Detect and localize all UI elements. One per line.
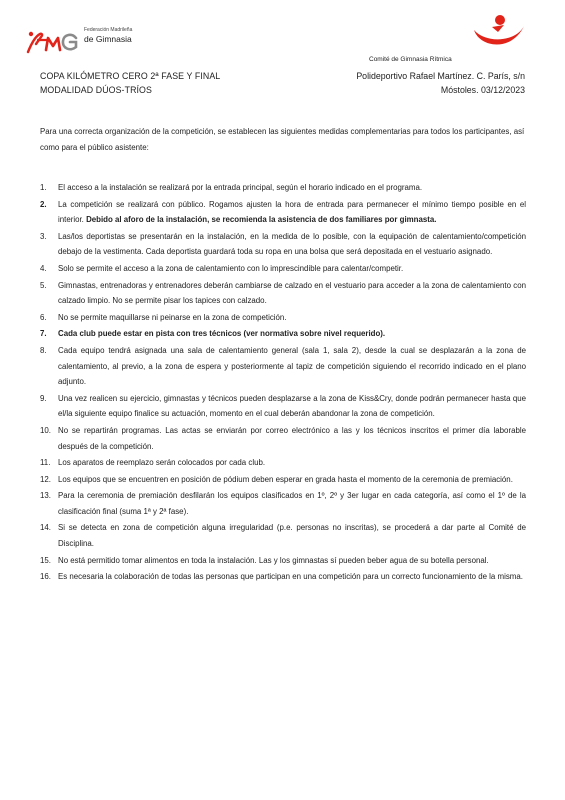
rule-text: Para la ceremonia de premiación desfilarán los equipos clasificados en 1º, 2º y 3er lugar en cada categoría, así como el 1º de la clasificación final (suma 1ª y 2ª fase). bbox=[58, 491, 526, 516]
rule-item bbox=[40, 553, 526, 569]
intro-paragraph: Para una correcta organización de la competición, se establecen las siguientes medidas complementarias para todos los participantes, así como para el público asistente: bbox=[40, 127, 525, 152]
federation-logo bbox=[26, 24, 176, 58]
rule-bold-text: Cada club puede estar en pista con tres técnicos (ver normativa sobre nivel requerido). bbox=[58, 329, 386, 339]
federation-small-text: Federación Madrileña bbox=[84, 27, 133, 33]
rules-list bbox=[40, 180, 526, 586]
rule-number: 13. bbox=[40, 491, 51, 501]
rule-text: Solo se permite el acceso a la zona de calentamiento con lo imprescindible para calentar/competir. bbox=[58, 263, 404, 273]
rule-text: Es necesaria la colaboración de todas las personas que participan en una competición para un correcto funcionamiento de la misma. bbox=[58, 572, 523, 582]
rule-number: 10. bbox=[40, 425, 51, 435]
rule-text: Cada equipo tendrá asignada una sala de calentamiento general (sala 1, sala 2), desde la cual se desplazarán a la zona de calentamiento, al previo, a la zona de espera y posteriormente al tapiz de competición siguiendo el recorrido indicado en el plano adjunto. bbox=[58, 345, 526, 387]
rule-item bbox=[40, 278, 526, 309]
event-title bbox=[40, 70, 220, 97]
rule-item bbox=[40, 180, 526, 196]
rule-number: 1. bbox=[40, 183, 47, 192]
committee-label: Comité de Gimnasia Rítmica bbox=[369, 56, 452, 63]
fmg-logo-icon bbox=[26, 26, 82, 56]
rule-item bbox=[40, 229, 526, 260]
rule-number: 8. bbox=[40, 345, 47, 355]
event-title-line1: COPA KILÓMETRO CERO 2ª FASE Y FINAL bbox=[40, 71, 221, 81]
rule-item bbox=[40, 261, 526, 277]
rule-number: 7. bbox=[40, 329, 47, 339]
rule-text: Los aparatos de reemplazo serán colocados por cada club. bbox=[58, 458, 266, 468]
rule-text: Si se detecta en zona de competición alguna irregularidad (p.e. personas no inscritas), se procederá a dar parte al Comité de Disciplina. bbox=[58, 523, 526, 549]
rule-number: 14. bbox=[40, 523, 51, 533]
rule-text: Los equipos que se encuentren en posición de pódium deben esperar en grada hasta el momento de la ceremonia de premiación. bbox=[58, 474, 513, 484]
rule-item bbox=[40, 488, 526, 519]
date-line: Móstoles. 03/12/2023 bbox=[440, 84, 525, 95]
rule-number: 16. bbox=[40, 572, 51, 582]
rule-text: Gimnastas, entrenadoras y entrenadores deberán cambiarse de calzado en el vestuario para acceder a la zona de calentamiento con calzado limpio. No se permite pisar los tapices con calzado. bbox=[58, 280, 526, 306]
rule-item bbox=[40, 455, 526, 471]
rhythmic-gymnastics-logo-icon bbox=[470, 14, 526, 56]
rule-number: 12. bbox=[40, 474, 51, 484]
rule-text: Una vez realicen su ejercicio, gimnastas y técnicos pueden desplazarse a la zona de Kiss&Cry, donde podrán permanecer hasta que el/la siguiente equipo finalice su actuación, momento en el cual deberán abandonar la zona de competición. bbox=[58, 393, 526, 419]
federation-name: de Gimnasia bbox=[84, 34, 132, 44]
rule-text: No se permite maquillarse ni peinarse en la zona de competición. bbox=[58, 312, 287, 322]
rule-number: 5. bbox=[40, 280, 47, 290]
rule-number: 4. bbox=[40, 263, 47, 273]
venue-line: Polideportivo Rafael Martínez. C. París, s/n bbox=[356, 71, 525, 81]
rule-item bbox=[40, 343, 526, 390]
rule-item bbox=[40, 197, 526, 228]
rule-number: 2. bbox=[40, 199, 47, 209]
rule-item bbox=[40, 326, 526, 342]
rule-item bbox=[40, 423, 526, 454]
rule-text: No se repartirán programas. Las actas se enviarán por correo electrónico a las y los técnicos inscritos el primer día laborable después de la competición. bbox=[58, 425, 526, 451]
rule-number: 6. bbox=[40, 312, 47, 322]
rule-number: 9. bbox=[40, 393, 47, 403]
rule-number: 3. bbox=[40, 231, 47, 241]
rule-item bbox=[40, 310, 526, 326]
rule-text: La competición se realizará con público. Rogamos ajusten la hora de entrada para permanecer el mínimo tiempo posible en el interior. bbox=[58, 199, 526, 225]
rule-bold-text: Debido al aforo de la instalación, se recomienda la asistencia de dos familiares por gimnasta. bbox=[86, 215, 437, 225]
rule-text: El acceso a la instalación se realizará por la entrada principal, según el horario indicado en el programa. bbox=[58, 183, 423, 192]
rule-item bbox=[40, 520, 526, 551]
event-title-line2: MODALIDAD DÚOS-TRÍOS bbox=[40, 84, 152, 95]
rule-number: 15. bbox=[40, 555, 51, 565]
event-venue bbox=[356, 70, 525, 97]
rule-item bbox=[40, 391, 526, 422]
rule-item bbox=[40, 569, 526, 585]
rule-item bbox=[40, 472, 526, 488]
rule-text: Las/los deportistas se presentarán en la instalación, en la medida de lo posible, con la equipación de calentamiento/competición debajo de la vestimenta. Cada deportista guardará toda su ropa en una bolsa que será depositada en el vestuario asignado. bbox=[58, 231, 526, 257]
rule-text: No está permitido tomar alimentos en toda la instalación. Las y los gimnastas sí pueden beber agua de su botella personal. bbox=[58, 555, 489, 565]
rule-number: 11. bbox=[40, 458, 51, 468]
